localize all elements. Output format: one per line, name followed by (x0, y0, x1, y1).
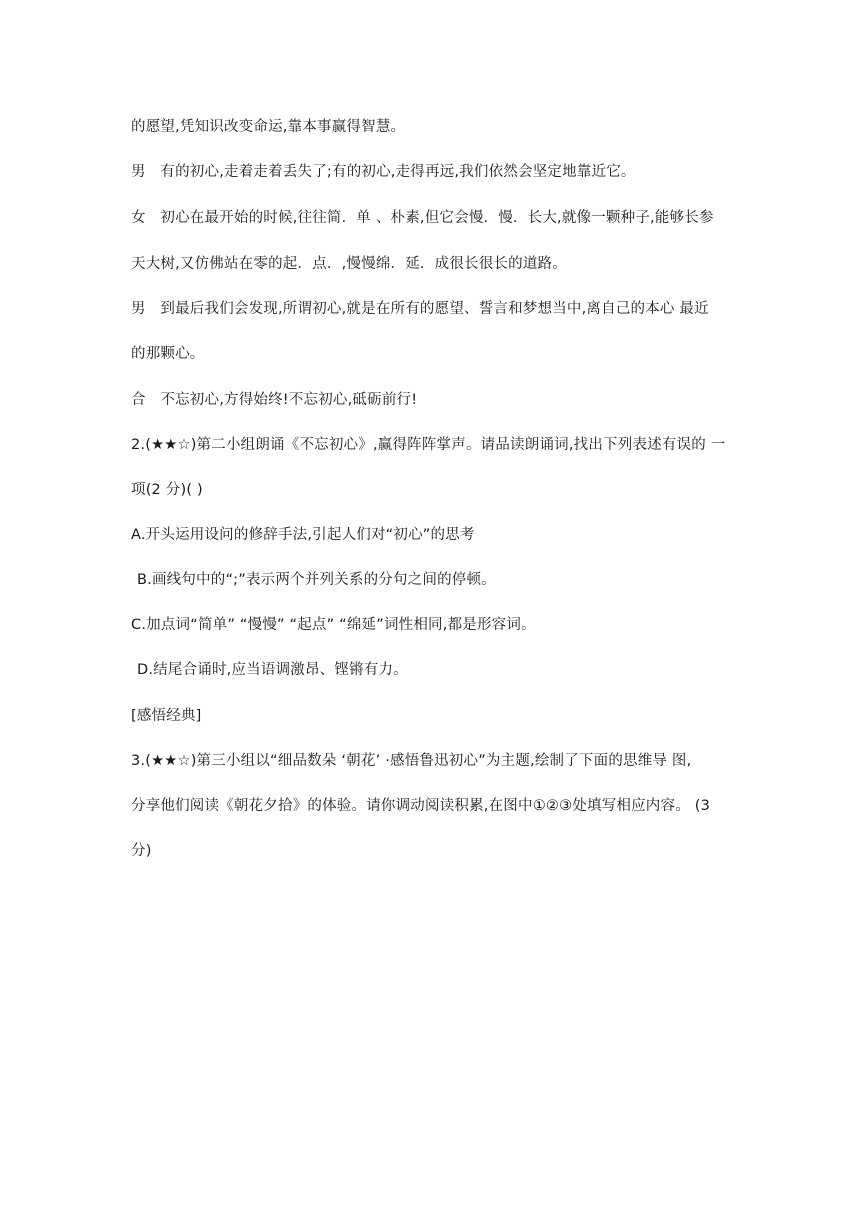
question-2-score: 项(2 分)( ) (131, 482, 203, 498)
paragraph-line: 的那颗心。 (131, 346, 205, 362)
question-3-line-3: 分) (131, 843, 152, 859)
paragraph-line: 女 初心在最开始的时候,往往简．单 、朴素,但它会慢．慢．长大,就像一颗种子,能够长参 (131, 210, 714, 226)
option-d: D.结尾合诵时,应当语调激昂、铿锵有力。 (137, 662, 408, 678)
option-a: A.开头运用设问的修辞手法,引起人们对“初心”的思考 (131, 527, 475, 543)
question-2-stem: 2.(★★☆)第二小组朗诵《不忘初心》,赢得阵阵掌声。请品读朗诵词,找出下列表述有误的 一 (131, 437, 726, 453)
paragraph-line: 天大树,又仿佛站在零的起．点．,慢慢绵．延．成很长很长的道路。 (131, 256, 567, 272)
question-3-line-2: 分享他们阅读《朝花夕拾》的体验。请你调动阅读积累,在图中①②③处填写相应内容。 (3 (131, 798, 710, 814)
section-heading: [感悟经典] (131, 708, 202, 724)
paragraph-line: 男 到最后我们会发现,所谓初心,就是在所有的愿望、誓言和梦想当中,离自己的本心 最近 (131, 301, 709, 317)
paragraph-line: 的愿望,凭知识改变命运,靠本事赢得智慧。 (131, 119, 406, 135)
paragraph-line: 男 有的初心,走着走着丢失了;有的初心,走得再远,我们依然会坚定地靠近它。 (131, 164, 636, 180)
question-3-stem: 3.(★★☆)第三小组以“细品数朵 ‘朝花’ ·感悟鲁迅初心”为主题,绘制了下面的思维导 图, (131, 753, 692, 769)
paragraph-line: 合 不忘初心,方得始终!不忘初心,砥砺前行! (131, 392, 418, 408)
option-b: B.画线句中的“;”表示两个并列关系的分句之间的停顿。 (137, 572, 496, 588)
option-c: C.加点词“简单” “慢慢” “起点” “绵延”词性相同,都是形容词。 (131, 617, 536, 633)
